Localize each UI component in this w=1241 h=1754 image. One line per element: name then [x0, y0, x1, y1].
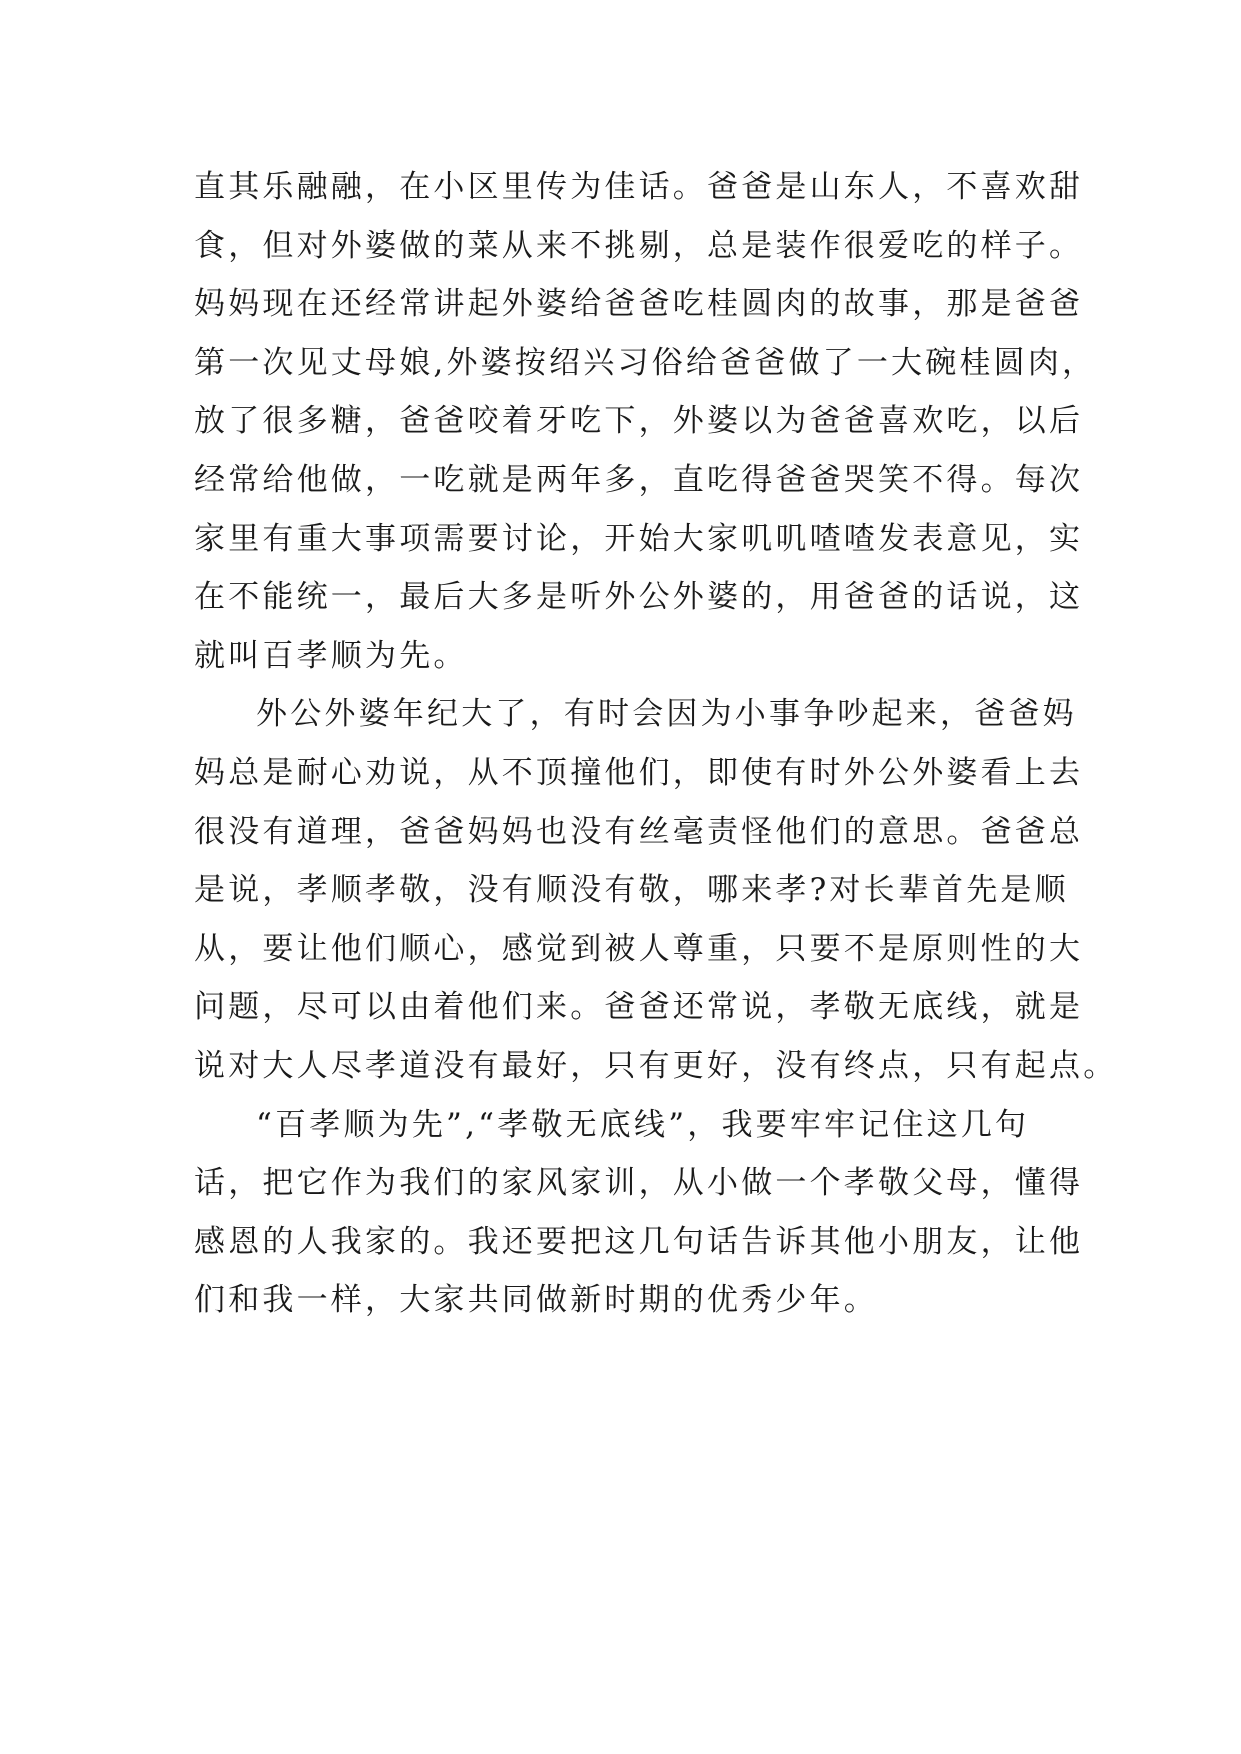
text-line: 在不能统一，最后大多是听外公外婆的，用爸爸的话说，这: [194, 579, 1084, 616]
text-line: 感恩的人我家的。我还要把这几句话告诉其他小朋友，让他: [194, 1223, 1084, 1260]
text-line: 是说，孝顺孝敬，没有顺没有敬，哪来孝?对长辈首先是顺: [194, 872, 1069, 909]
text-line: 妈妈现在还经常讲起外婆给爸爸吃桂圆肉的故事，那是爸爸: [194, 286, 1084, 323]
text-line: 从，要让他们顺心，感觉到被人尊重，只要不是原则性的大: [194, 930, 1084, 967]
paragraph-first-line: 外公外婆年纪大了，有时会因为小事争吵起来，爸爸妈: [256, 696, 1077, 733]
text-line: 们和我一样，大家共同做新时期的优秀少年。: [194, 1282, 878, 1319]
text-line: 家里有重大事项需要讨论，开始大家叽叽喳喳发表意见，实: [194, 520, 1084, 557]
text-line: 直其乐融融，在小区里传为佳话。爸爸是山东人，不喜欢甜: [194, 169, 1084, 205]
text-line: 说对大人尽孝道没有最好，只有更好，没有终点，只有起点。: [194, 1047, 1118, 1084]
text-line: 经常给他做，一吃就是两年多，直吃得爸爸哭笑不得。每次: [194, 461, 1084, 498]
paragraph-first-line: “百孝顺为先”,“孝敬无底线”，我要牢牢记住这几句: [256, 1106, 1030, 1143]
text-line: 第一次见丈母娘,外婆按绍兴习俗给爸爸做了一大碗桂圆肉，: [194, 344, 1097, 381]
essay-body: [194, 158, 1118, 1330]
text-line: 话，把它作为我们的家风家训，从小做一个孝敬父母，懂得: [194, 1165, 1084, 1202]
text-line: 妈总是耐心劝说，从不顶撞他们，即使有时外公外婆看上去: [194, 754, 1084, 791]
text-line: 放了很多糖，爸爸咬着牙吃下，外婆以为爸爸喜欢吃，以后: [194, 403, 1084, 440]
text-line: 问题，尽可以由着他们来。爸爸还常说，孝敬无底线，就是: [194, 989, 1084, 1026]
text-line: 很没有道理，爸爸妈妈也没有丝毫责怪他们的意思。爸爸总: [194, 813, 1084, 850]
text-line: 食，但对外婆做的菜从来不挑剔，总是装作很爱吃的样子。: [194, 227, 1084, 264]
text-line: 就叫百孝顺为先。: [194, 637, 468, 674]
